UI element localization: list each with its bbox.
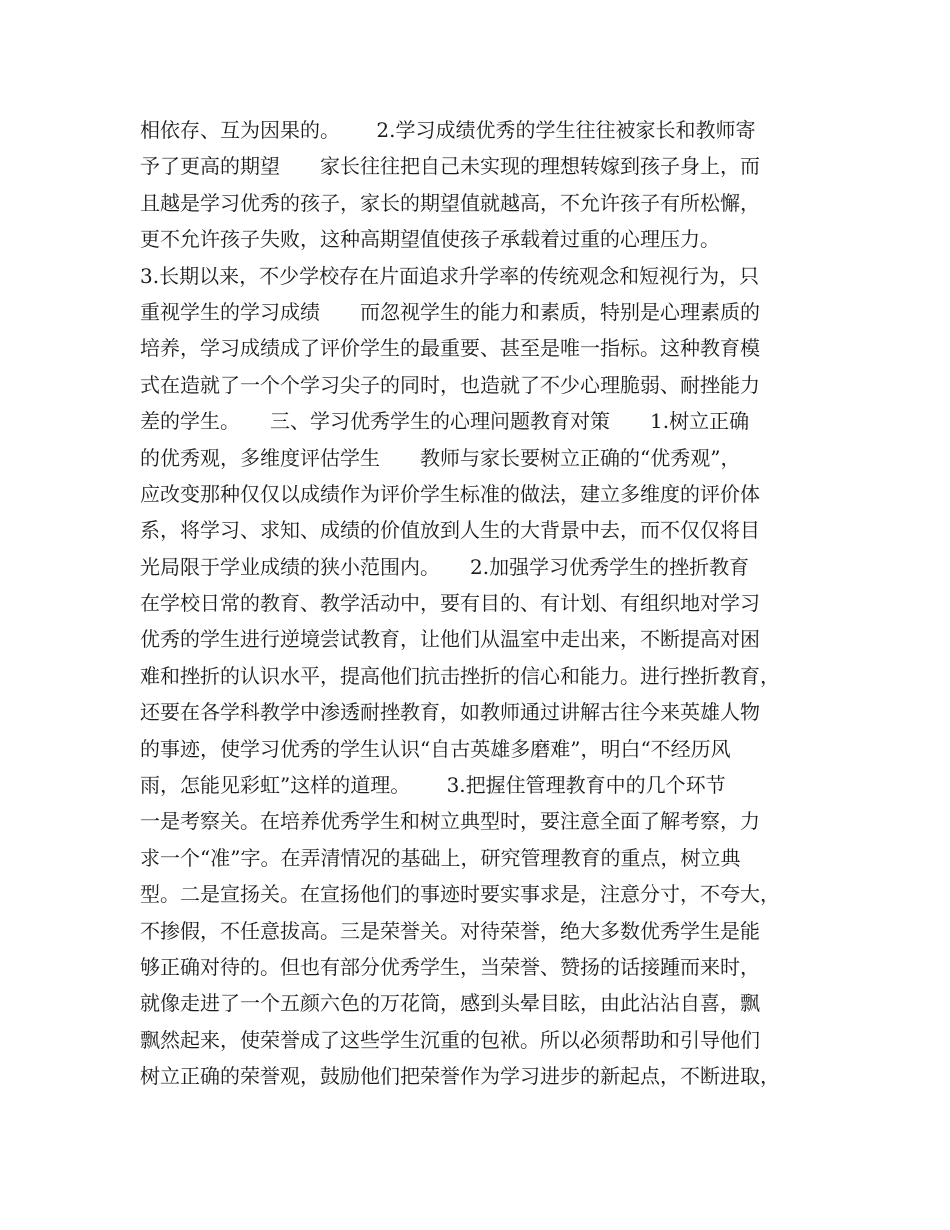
- text-line: 的优秀观，多维度评估学生 教师与家长要树立正确的“优秀观”，: [140, 445, 741, 470]
- text-line: 树立正确的荣誉观，鼓励他们把荣誉作为学习进步的新起点，不断进取，: [140, 1064, 780, 1089]
- text-line: 一是考察关。在培养优秀学生和树立典型时，要注意全面了解考察，力: [140, 809, 760, 834]
- text-line: 求一个“准”字。在弄清情况的基础上，研究管理教育的重点，树立典: [140, 845, 741, 870]
- text-line: 光局限于学业成绩的狭小范围内。 2.加强学习优秀学生的挫折教育: [140, 554, 750, 579]
- text-line: 型。二是宣扬关。在宣扬他们的事迹时要实事求是，注意分寸，不夸大，: [140, 882, 780, 907]
- text-line: 系，将学习、求知、成绩的价值放到人生的大背景中去，而不仅仅将目: [140, 518, 760, 543]
- text-line: 应改变那种仅仅以成绩作为评价学生标准的做法，建立多维度的评价体: [140, 481, 760, 506]
- body-text: [140, 112, 830, 1095]
- text-line: 就像走进了一个五颜六色的万花筒，感到头晕目眩，由此沾沾自喜，飘: [140, 991, 760, 1016]
- text-line: 重视学生的学习成绩 而忽视学生的能力和素质，特别是心理素质的: [140, 299, 760, 324]
- text-line: 3.长期以来，不少学校存在片面追求升学率的传统观念和短视行为，只: [140, 263, 760, 288]
- text-line: 优秀的学生进行逆境尝试教育，让他们从温室中走出来，不断提高对困: [140, 627, 760, 652]
- text-line: 雨，怎能见彩虹”这样的道理。 3.把握住管理教育中的几个环节: [140, 773, 726, 798]
- text-line: 式在造就了一个个学习尖子的同时，也造就了不少心理脆弱、耐挫能力: [140, 372, 760, 397]
- text-line: 差的学生。 三、学习优秀学生的心理问题教育对策 1.树立正确: [140, 409, 750, 434]
- text-line: 在学校日常的教育、教学活动中，要有目的、有计划、有组织地对学习: [140, 591, 760, 616]
- text-line: 够正确对待的。但也有部分优秀学生，当荣誉、赞扬的话接踵而来时，: [140, 954, 760, 979]
- text-line: 还要在各学科教学中渗透耐挫教育，如教师通过讲解古往今来英雄人物: [140, 700, 760, 725]
- text-line: 予了更高的期望 家长往往把自己未实现的理想转嫁到孩子身上，而: [140, 154, 760, 179]
- text-line: 培养，学习成绩成了评价学生的最重要、甚至是唯一指标。这种教育模: [140, 336, 760, 361]
- text-line: 相依存、互为因果的。 2.学习成绩优秀的学生往往被家长和教师寄: [140, 118, 756, 142]
- text-line: 飘然起来，使荣誉成了这些学生沉重的包袱。所以必须帮助和引导他们: [140, 1027, 760, 1052]
- text-line: 难和挫折的认识水平，提高他们抗击挫折的信心和能力。进行挫折教育，: [140, 663, 780, 688]
- text-line: 且越是学习优秀的孩子，家长的期望值就越高，不允许孩子有所松懈，: [140, 190, 760, 215]
- text-line: 不掺假，不任意拔高。三是荣誉关。对待荣誉，绝大多数优秀学生是能: [140, 918, 760, 943]
- text-line: 的事迹，使学习优秀的学生认识“自古英雄多磨难”，明白“不经历风: [140, 736, 731, 761]
- text-line: 更不允许孩子失败，这种高期望值使孩子承载着过重的心理压力。: [140, 227, 720, 252]
